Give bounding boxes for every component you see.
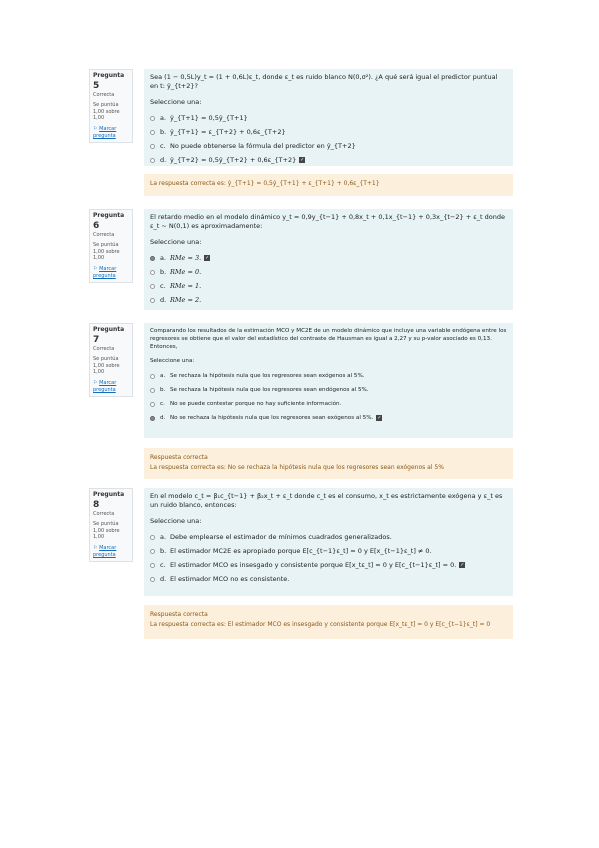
check-icon: ✓ [460,562,465,569]
answer-option-d[interactable]: d. El estimador MCO no es consistente. [150,572,507,586]
answer-option-c[interactable]: c. RMe = 1. [150,279,507,293]
question-status: Correcta [93,92,115,99]
feedback-title: Respuesta correcta [150,454,208,461]
answer-option-b[interactable]: b. El estimador MC2E es apropiado porque E[c_{t−1}ε_t] = 0 y E[x_{t−1}ε_t] ≠ 0. [150,544,507,558]
answer-option-d[interactable]: d. RMe = 2. [150,293,507,307]
answer-option-d[interactable]: d. ŷ_{T+2} = 0,5ŷ_{T+2} + 0,6ε_{T+2} ✓ [150,153,507,167]
check-icon: ✓ [300,157,305,164]
question-status: Correcta [93,511,115,518]
question-number: Pregunta 5 [93,72,125,92]
answer-list [150,111,507,167]
question-content [144,69,513,166]
question-content [144,488,513,596]
answer-option-d[interactable]: d. No se rechaza la hipótesis nula que los regresores sean exógenos al 5%. ✓ [150,411,507,425]
flag-question-button[interactable]: ⚐ Marcar pregunta [93,126,117,139]
question-info [89,323,133,397]
select-prompt: Seleccione una: [150,358,195,365]
question-score: Se puntúa 1,00 sobre 1,00 [93,241,120,262]
answer-list [150,251,507,307]
answer-option-a[interactable]: a. Se rechaza la hipótesis nula que los regresores sean exógenos al 5%. [150,369,507,383]
feedback-answer: La respuesta correcta es: ŷ_{T+1} = 0,5ŷ_{T+1} + ε_{T+1} + 0,6ε_{T+1} [150,180,380,187]
question-info [89,69,133,143]
radio-button[interactable] [150,298,155,303]
feedback-box [144,174,513,196]
question-text: En el modelo c_t = β₁c_{t−1} + β₂x_t + ε_t donde c_t es el consumo, x_t es estrictamente exógena y ε_t es un ruido blanco, entonces: [150,492,503,510]
radio-button[interactable] [150,563,155,568]
answer-option-b[interactable]: b. RMe = 0. [150,265,507,279]
radio-button[interactable] [150,416,155,421]
answer-option-a[interactable]: a. ŷ_{T+1} = 0,5ŷ_{T+1} [150,111,507,125]
radio-button[interactable] [150,402,155,407]
question-number: Pregunta 8 [93,491,125,511]
question-score: Se puntúa 1,00 sobre 1,00 [93,101,120,122]
flag-question-button[interactable]: ⚐ Marcar pregunta [93,380,117,393]
radio-button[interactable] [150,144,155,149]
radio-button[interactable] [150,256,155,261]
flag-icon: ⚐ [93,545,98,552]
radio-button[interactable] [150,388,155,393]
flag-icon: ⚐ [93,126,98,133]
answer-option-b[interactable]: b. Se rechaza la hipótesis nula que los regresores sean endógenos al 5%. [150,383,507,397]
question-content [144,323,513,438]
feedback-title: Respuesta correcta [150,611,208,618]
radio-button[interactable] [150,284,155,289]
radio-button[interactable] [150,577,155,582]
feedback-box [144,448,513,479]
radio-button[interactable] [150,158,155,163]
question-info [89,209,133,283]
question-content [144,209,513,310]
question-text: Comparando los resultados de la estimación MCO y MC2E de un modelo dinámico que incluye una variable endógena entre los regresores se obtiene que el valor del estadístico del contraste de Hausman es igual a 2,27 y su p-valor asociado es 0,13. Entonces, [150,328,507,351]
question-score: Se puntúa 1,00 sobre 1,00 [93,355,120,376]
flag-icon: ⚐ [93,380,98,387]
answer-option-c[interactable]: c. No se puede contestar porque no hay suficiente información. [150,397,507,411]
flag-icon: ⚐ [93,266,98,273]
radio-button[interactable] [150,549,155,554]
flag-question-button[interactable]: ⚐ Marcar pregunta [93,266,117,279]
question-number: Pregunta 6 [93,212,125,232]
select-prompt: Seleccione una: [150,97,202,106]
question-number: Pregunta 7 [93,326,125,346]
question-info [89,488,133,562]
answer-option-c[interactable]: c. El estimador MCO es insesgado y consistente porque E[x_tε_t] = 0 y E[c_{t−1}ε_t] = 0. ✓ [150,558,507,572]
select-prompt: Seleccione una: [150,237,202,246]
question-status: Correcta [93,346,115,353]
question-text: Sea (1 − 0,5L)y_t = (1 + 0,6L)ε_t, donde ε_t es ruido blanco N(0,σ²). ¿A qué será igual el predictor puntual en t: ŷ_{t+2}? [150,73,498,91]
radio-button[interactable] [150,116,155,121]
radio-button[interactable] [150,535,155,540]
question-text: El retardo medio en el modelo dinámico y_t = 0,9y_{t−1} + 0,8x_t + 0,1x_{t−1} + 0,3x_{t−2} + ε_t donde ε_t ~ N(0,1) es aproximadamente: [150,213,505,231]
radio-button[interactable] [150,130,155,135]
select-prompt: Seleccione una: [150,516,202,525]
answer-option-a[interactable]: a. Debe emplearse el estimador de mínimos cuadrados generalizados. [150,530,507,544]
feedback-answer: La respuesta correcta es: No se rechaza la hipótesis nula que los regresores sean exógenos al 5% [150,463,444,471]
radio-button[interactable] [150,270,155,275]
answer-option-c[interactable]: c. No puede obtenerse la fórmula del predictor en ŷ_{T+2} [150,139,507,153]
feedback-box [144,605,513,639]
radio-button[interactable] [150,374,155,379]
answer-option-b[interactable]: b. ŷ_{T+1} = ε_{T+2} + 0,6ε_{T+2} [150,125,507,139]
answer-option-a[interactable]: a. RMe = 3. ✓ [150,251,507,265]
flag-question-button[interactable]: ⚐ Marcar pregunta [93,545,117,558]
check-icon: ✓ [205,255,210,262]
check-icon: ✓ [377,415,382,422]
answer-list [150,369,507,425]
feedback-answer: La respuesta correcta es: El estimador MCO es insesgado y consistente porque E[x_tε_t] = 0 y E[c_{t−1}ε_t] = 0 [150,620,491,628]
answer-list [150,530,507,586]
question-score: Se puntúa 1,00 sobre 1,00 [93,520,120,541]
question-status: Correcta [93,232,115,239]
